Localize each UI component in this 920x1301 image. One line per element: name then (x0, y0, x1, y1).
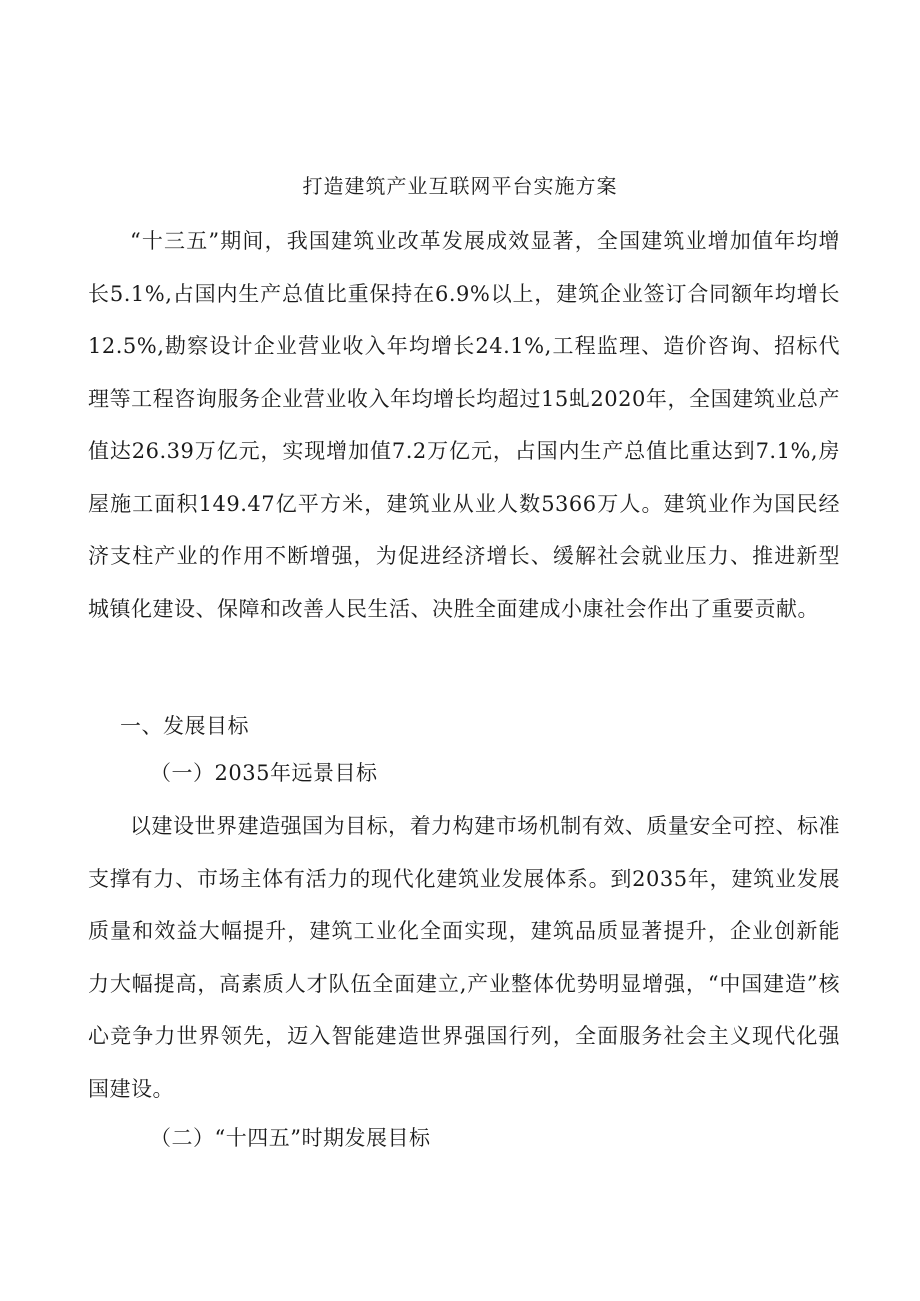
subsection-heading-14th-five-year: （二）“十四五”时期发展目标 (150, 1126, 431, 1150)
section-heading-development-goals: 一、发展目标 (120, 714, 249, 738)
intro-paragraph: “十三五”期间，我国建筑业改革发展成效显著，全国建筑业增加值年均增长5.1%,占国内生产总值比重保持在6.9%以上，建筑企业签订合同额年均增长12.5%,勘察设计企业营业收入年均增长24.1%,工程监理、造价咨询、招标代理等工程咨询服务企业营业收入年均增长均超过15虬2020年，全国建筑业总产值达26.39万亿元，实现增加值7.2万亿元，占国内生产总值比重达到7.1%,房屋施工面积149.47亿平方米，建筑业从业人数5366万人。建筑业作为国民经济支柱产业的作用不断增强，为促进经济增长、缓解社会就业压力、推进新型城镇化建设、保障和改善人民生活、决胜全面建成小康社会作出了重要贡献。 (88, 229, 840, 621)
document-title: 打造建筑产业互联网平台实施方案 (302, 174, 618, 198)
vision-2035-paragraph: 以建设世界建造强国为目标，着力构建市场机制有效、质量安全可控、标准支撑有力、市场主体有活力的现代化建筑业发展体系。到2035年，建筑业发展质量和效益大幅提升，建筑工业化全面实现，建筑品质显著提升，企业创新能力大幅提高，高素质人才队伍全面建立,产业整体优势明显增强，“中国建造”核心竞争力世界领先，迈入智能建造世界强国行列，全面服务社会主义现代化强国建设。 (88, 814, 840, 1101)
subsection-heading-2035-vision: （一）2035年远景目标 (150, 761, 378, 785)
